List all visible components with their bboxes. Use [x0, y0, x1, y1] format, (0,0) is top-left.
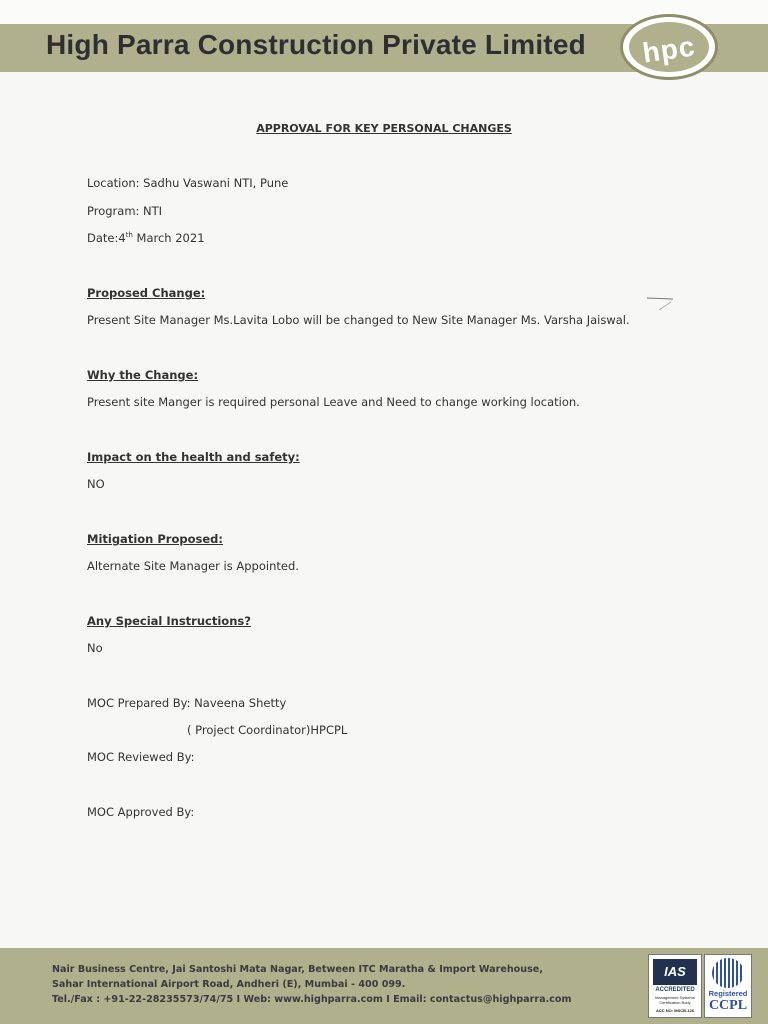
ias-logo: IAS	[653, 959, 697, 985]
company-logo	[620, 14, 718, 80]
special-instructions-heading: Any Special Instructions?	[87, 614, 251, 628]
ccpl-registered-badge	[704, 954, 752, 1018]
ias-accredited-label: ACCREDITED	[655, 987, 695, 993]
prepared-by: MOC Prepared By: Naveena Shetty	[87, 696, 287, 710]
special-instructions-text: No	[87, 641, 103, 655]
document-title: APPROVAL FOR KEY PERSONAL CHANGES	[256, 122, 512, 135]
proposed-change-text: Present Site Manager Ms.Lavita Lobo will be changed to New Site Manager Ms. Varsha Jaiswal.	[87, 313, 630, 327]
program-line: Program: NTI	[87, 204, 163, 218]
ccpl-registered-label: Registered	[708, 989, 748, 998]
impact-text: NO	[87, 477, 105, 491]
why-change-text: Present site Manger is required personal Leave and Need to change working location.	[87, 395, 580, 409]
prepared-by-role: ( Project Coordinator)HPCPL	[187, 723, 348, 737]
footer-contact-line: Tel./Fax : +91-22-28235573/74/75 I Web: www.highparra.com I Email: contactus@highparra.com	[52, 994, 572, 1005]
approved-by: MOC Approved By:	[87, 805, 195, 819]
ias-sub-label: Management Systems Certification Body	[655, 995, 695, 1005]
footer-address-line2: Sahar International Airport Road, Andheri (E), Mumbai - 400 099.	[52, 979, 406, 990]
ias-code: ACC NO: MSCB-126	[655, 1008, 694, 1013]
pen-mark	[645, 292, 675, 314]
footer-address-line1: Nair Business Centre, Jai Santoshi Mata Nagar, Between ITC Maratha & Import Warehouse,	[52, 964, 543, 975]
globe-icon	[712, 958, 744, 988]
ias-accreditation-badge	[648, 954, 702, 1018]
mitigation-text: Alternate Site Manager is Appointed.	[87, 559, 299, 573]
why-change-heading: Why the Change:	[87, 368, 199, 382]
date-suffix: March 2021	[132, 231, 205, 245]
date-prefix: Date:4	[87, 231, 126, 245]
proposed-change-heading: Proposed Change:	[87, 286, 206, 300]
mitigation-heading: Mitigation Proposed:	[87, 532, 223, 546]
company-name: High Parra Construction Private Limited	[46, 29, 586, 60]
location-line: Location: Sadhu Vaswani NTI, Pune	[87, 176, 289, 190]
ccpl-name: CCPL	[708, 998, 748, 1013]
reviewed-by: MOC Reviewed By:	[87, 750, 195, 764]
date-superscript: th	[125, 231, 133, 240]
impact-heading: Impact on the health and safety:	[87, 450, 300, 464]
date-line	[87, 231, 205, 245]
logo-oval	[629, 22, 709, 72]
logo-text: hpc	[640, 30, 698, 69]
